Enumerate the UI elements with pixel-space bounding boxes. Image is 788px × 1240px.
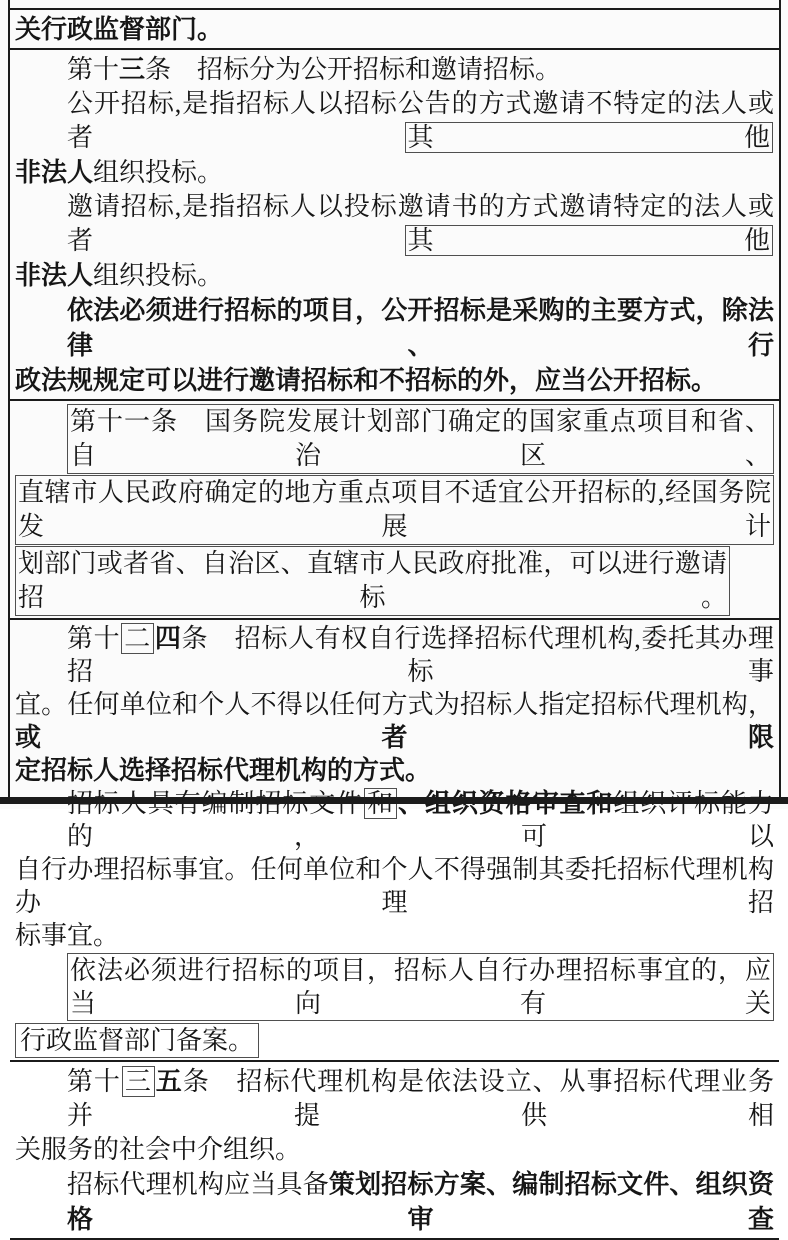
added-text: 非法人 [15, 260, 94, 290]
document-line [15, 546, 774, 616]
document-line [15, 688, 774, 754]
table-right-border [779, 0, 781, 803]
text-segment: 自行办理招标事宜。任何单位和个人不得强制其委托招标代理机构办理招 [15, 855, 774, 917]
deleted-text-box [67, 953, 774, 1021]
deleted-text-box [67, 404, 774, 474]
document-line [15, 87, 774, 155]
added-text: 定招标人选择招标代理机构的方式。 [15, 755, 432, 785]
deleted-text-box: 二 [121, 623, 154, 654]
added-text: 或者限 [15, 722, 774, 752]
document-line [15, 953, 774, 1021]
document-line [15, 52, 774, 87]
document-line [15, 1133, 774, 1167]
text-segment: 条 招标代理机构是依法设立、从事招标代理业务并提供相 [67, 1067, 774, 1130]
document-line [15, 404, 774, 474]
added-text: 五 [155, 1066, 183, 1096]
section-row-article-13-15-row [10, 1062, 779, 1240]
added-text: 三 [119, 54, 146, 84]
section-row-continuation-row [10, 10, 779, 50]
document-line [15, 622, 774, 688]
deleted-text-box: 其他 [405, 122, 774, 153]
added-text: 非法人 [15, 157, 94, 187]
text-segment: 划部门或者省、自治区、直辖市人民政府批准，可以进行邀请招标。 [18, 549, 727, 612]
deleted-text-box: 其他 [405, 225, 774, 256]
text-segment: 条 招标人有权自行选择招标代理机构,委托其办理招标事 [67, 624, 774, 686]
document-line [15, 258, 774, 293]
document-line [15, 853, 774, 919]
document-line [15, 754, 774, 787]
text-segment: 第十一条 国务院发展计划部门确定的国家重点项目和省、自治区、 [70, 407, 771, 470]
document-line [15, 1064, 774, 1133]
added-text: 关行政监督部门。 [15, 14, 224, 44]
document-line [15, 12, 774, 47]
section-row-article-13-row [10, 50, 779, 401]
document-body [10, 8, 779, 1240]
text-segment: 组织投标。 [93, 158, 224, 187]
text-segment: 宜。任何单位和个人不得以任何方式为招标人指定招标代理机构， [15, 690, 774, 719]
deleted-text-box [15, 475, 774, 545]
document-line [15, 190, 774, 258]
text-segment: 招标代理机构应当具备 [67, 1170, 329, 1199]
text-segment: 的，可以 [67, 822, 774, 851]
text-segment: 依法必须进行招标的项目，招标人自行办理招标事宜的，应当向有关 [70, 956, 771, 1018]
document-line [15, 475, 774, 545]
section-row-article-12-14-row [10, 620, 779, 1062]
text-segment: 直辖市人民政府确定的地方重点项目不适宜公开招标的,经国务院发展计 [18, 478, 771, 541]
text-segment: 第十 [67, 624, 121, 653]
added-text: 依法必须进行招标的项目，公开招标是采购的主要方式，除法律、行 [67, 295, 774, 360]
text-segment: 关服务的社会中介组织。 [15, 1135, 302, 1164]
section-row-article-11-deleted-row [10, 401, 779, 620]
document-line [15, 1167, 774, 1237]
deleted-text-box: 三 [122, 1066, 155, 1097]
document-line [15, 1022, 774, 1059]
deleted-text-box [15, 1023, 259, 1058]
document-line [15, 363, 774, 398]
text-segment: 第十 [67, 55, 120, 84]
table-bottom-border [0, 797, 788, 804]
added-text: 政法规规定可以进行邀请招标和不招标的外，应当公开招标。 [15, 365, 718, 395]
document-line [15, 919, 774, 952]
text-segment: 公开招标,是指招标人以招标公告的方式邀请不特定的法人或者 [67, 89, 774, 152]
text-segment: 第十 [67, 1067, 121, 1096]
deleted-text-box [15, 546, 730, 616]
text-segment: 标事宜。 [15, 921, 120, 950]
text-segment: 条 招标分为公开招标和邀请招标。 [145, 55, 562, 84]
text-segment: 邀请招标,是指招标人以投标邀请书的方式邀请特定的法人或者 [67, 192, 774, 255]
text-segment: 组织投标。 [93, 261, 224, 290]
document-line [15, 155, 774, 190]
added-text: 四 [154, 623, 182, 653]
text-segment: 行政监督部门备案。 [20, 1026, 255, 1055]
added-text: 策划招标方案、编制招标文件、组织资格审查 [67, 1169, 774, 1234]
document-line [15, 293, 774, 363]
